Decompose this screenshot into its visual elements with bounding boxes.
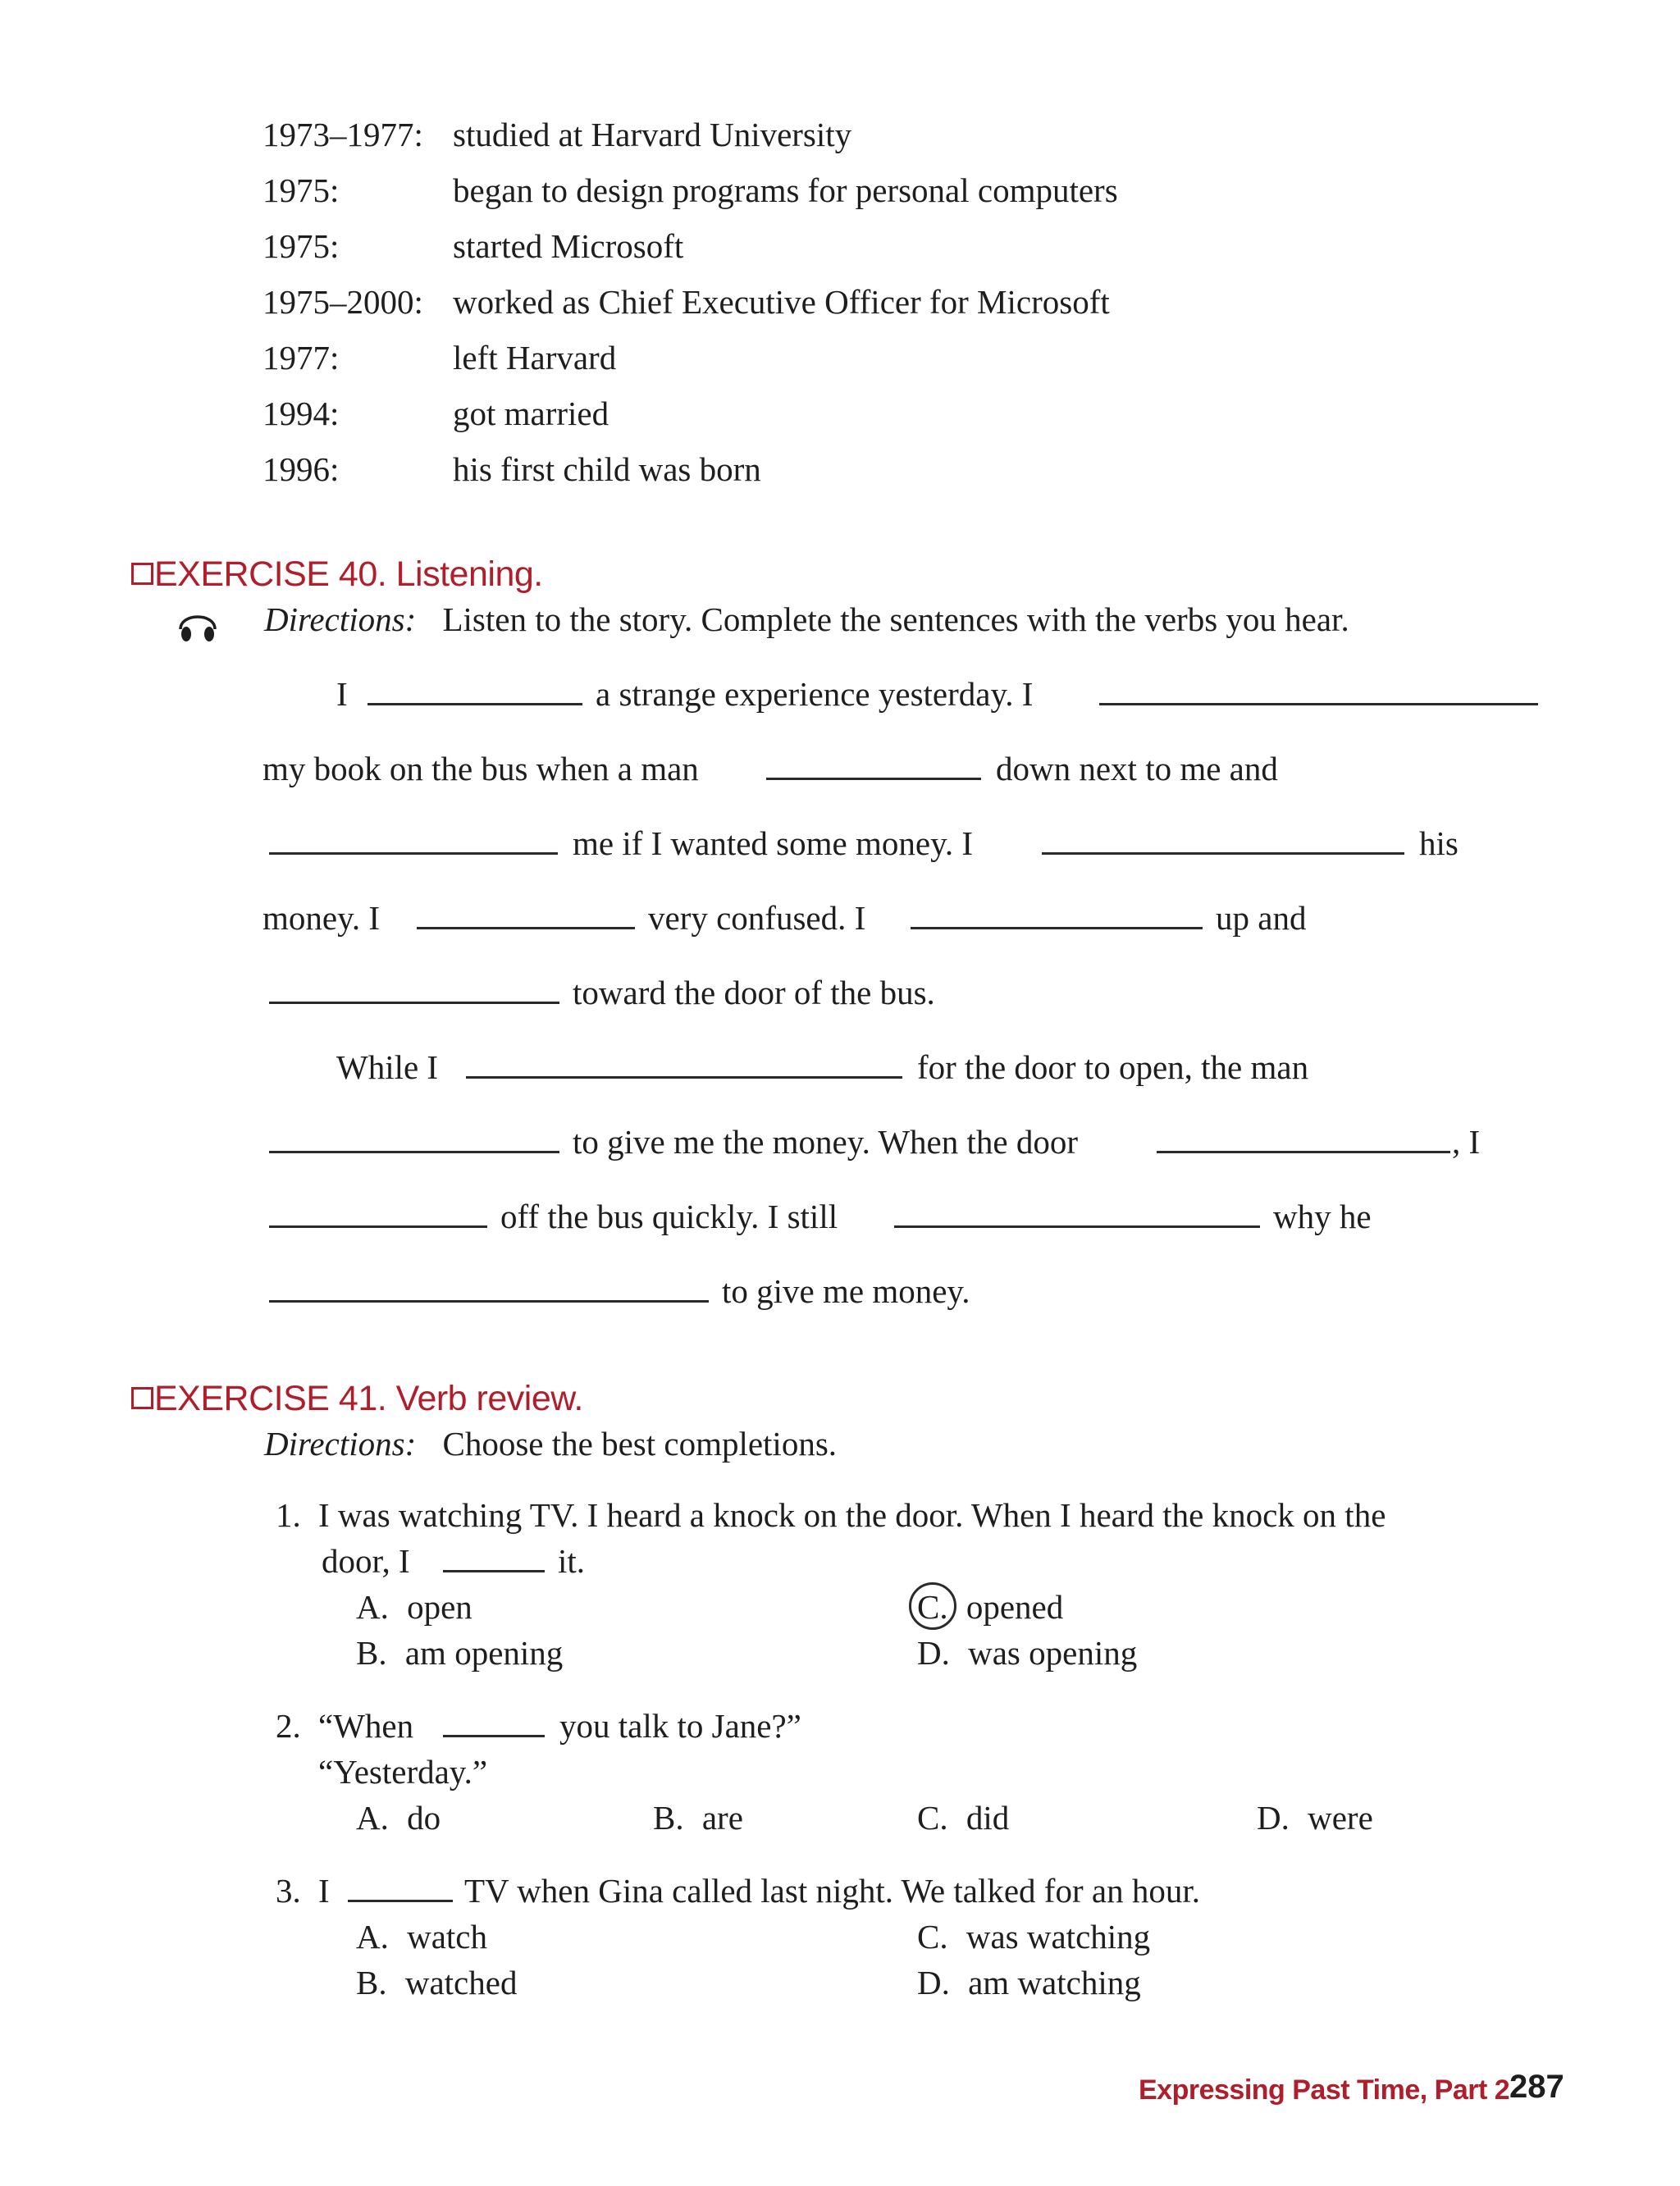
answer-blank[interactable] <box>269 1300 709 1303</box>
choice-letter: D. <box>1257 1799 1290 1837</box>
answer-blank[interactable] <box>368 703 582 705</box>
choice-letter: B. <box>356 1964 387 2001</box>
answer-blank[interactable] <box>894 1225 1260 1228</box>
choice-letter: B. <box>653 1799 684 1837</box>
timeline-event: worked as Chief Executive Officer for Microsoft <box>453 283 1110 321</box>
choice-c[interactable] <box>917 1797 1009 1838</box>
choice-letter: A. <box>356 1799 389 1837</box>
answer-blank[interactable] <box>1042 852 1404 855</box>
choice-text: are <box>701 1799 743 1837</box>
story-text: I <box>336 675 348 713</box>
question-number: 3. <box>276 1872 301 1910</box>
answer-blank[interactable] <box>1099 703 1538 705</box>
choice-d[interactable] <box>917 1632 1137 1673</box>
timeline-year: 1977: <box>262 339 340 377</box>
choice-d[interactable] <box>917 1962 1141 2003</box>
directions <box>264 1423 837 1464</box>
question-number: 1. <box>276 1496 301 1534</box>
story-text: a strange experience yesterday. I <box>596 675 1034 713</box>
answer-blank[interactable] <box>466 1076 902 1079</box>
answer-blank[interactable] <box>269 1151 559 1153</box>
chapter-title: Expressing Past Time, Part 2 <box>1139 2074 1510 2106</box>
timeline-year: 1975: <box>262 227 340 265</box>
choice-text: watch <box>407 1918 488 1956</box>
story-text: his <box>1419 824 1459 862</box>
answer-blank[interactable] <box>269 1002 559 1004</box>
choice-text: do <box>407 1799 441 1837</box>
choice-letter: B. <box>356 1634 387 1672</box>
story-text: up and <box>1216 899 1307 937</box>
story-text: down next to me and <box>996 750 1278 787</box>
question-text: “Yesterday.” <box>318 1753 488 1791</box>
story-text: my book on the bus when a man <box>262 750 699 787</box>
exercise-number: EXERCISE 40. <box>154 554 387 594</box>
exercise-heading <box>131 1377 583 1420</box>
timeline-event: studied at Harvard University <box>453 116 852 153</box>
timeline-event: started Microsoft <box>453 227 684 265</box>
choice-letter: C. <box>917 1799 948 1837</box>
choice-a[interactable] <box>356 1916 487 1957</box>
question-text: TV when Gina called last night. We talked for an hour. <box>464 1872 1200 1910</box>
question-text: it. <box>558 1542 586 1580</box>
story-text: off the bus quickly. I still <box>500 1198 838 1235</box>
exercise-title: Listening. <box>395 554 543 594</box>
timeline-year: 1975–2000: <box>262 283 423 321</box>
answer-blank[interactable] <box>1157 1151 1450 1153</box>
exercise-number: EXERCISE 41. <box>154 1379 387 1418</box>
timeline-event: his first child was born <box>453 450 761 488</box>
story-text: toward the door of the bus. <box>573 974 935 1011</box>
choice-text: was watching <box>966 1918 1151 1956</box>
choice-text: opened <box>966 1588 1064 1626</box>
question-text: I was watching TV. I heard a knock on the door. When I heard the knock on the <box>318 1496 1386 1534</box>
choice-c[interactable] <box>917 1586 1063 1627</box>
choice-text: open <box>407 1588 472 1626</box>
question-text: “When <box>318 1707 414 1745</box>
choice-text: did <box>966 1799 1010 1837</box>
answer-blank[interactable] <box>417 927 635 929</box>
directions-text: Listen to the story. Complete the sentences with the verbs you hear. <box>442 600 1349 638</box>
answer-blank[interactable] <box>911 927 1203 929</box>
choice-a[interactable] <box>356 1797 441 1838</box>
choice-text: am opening <box>404 1634 564 1672</box>
story-text: me if I wanted some money. I <box>573 824 974 862</box>
choice-b[interactable] <box>356 1632 563 1673</box>
choice-c[interactable] <box>917 1916 1150 1957</box>
choice-text: was opening <box>968 1634 1138 1672</box>
timeline-event: got married <box>453 395 609 432</box>
question-text: you talk to Jane?” <box>559 1707 801 1745</box>
page-number: 287 <box>1509 2069 1564 2105</box>
story-text: to give me the money. When the door <box>573 1123 1078 1161</box>
choice-text: were <box>1308 1799 1373 1837</box>
question-number: 2. <box>276 1707 301 1745</box>
story-text: for the door to open, the man <box>917 1048 1309 1086</box>
answer-blank[interactable] <box>269 852 558 855</box>
choice-a[interactable] <box>356 1586 472 1627</box>
story-text: very confused. I <box>648 899 866 937</box>
answer-blank[interactable] <box>443 1570 545 1572</box>
directions-label: Directions: <box>264 1425 417 1463</box>
answer-blank[interactable] <box>269 1225 487 1228</box>
answer-blank[interactable] <box>443 1735 545 1737</box>
choice-b[interactable] <box>653 1797 743 1838</box>
answer-blank[interactable] <box>766 778 981 780</box>
choice-d[interactable] <box>1257 1797 1373 1838</box>
choice-text: watched <box>404 1964 518 2001</box>
exercise-title: Verb review. <box>395 1379 583 1418</box>
choice-text: am watching <box>968 1964 1141 2001</box>
question-text: I <box>318 1872 330 1910</box>
timeline-event: began to design programs for personal computers <box>453 171 1118 209</box>
story-text: , I <box>1452 1123 1481 1161</box>
story-text: why he <box>1273 1198 1372 1235</box>
choice-letter: A. <box>356 1588 389 1626</box>
story-text: money. I <box>262 899 381 937</box>
choice-letter: C. <box>917 1918 948 1956</box>
choice-letter: A. <box>356 1918 389 1956</box>
directions <box>264 599 1349 640</box>
timeline-year: 1994: <box>262 395 340 432</box>
exercise-heading <box>131 553 543 596</box>
choice-b[interactable] <box>356 1962 517 2003</box>
choice-letter: C. <box>917 1588 948 1626</box>
question-text: door, I <box>322 1542 410 1580</box>
answer-blank[interactable] <box>348 1900 453 1902</box>
timeline-year: 1973–1977: <box>262 116 423 153</box>
timeline-event: left Harvard <box>453 339 617 377</box>
timeline-year: 1996: <box>262 450 340 488</box>
choice-letter: D. <box>917 1634 950 1672</box>
directions-label: Directions: <box>264 600 417 638</box>
directions-text: Choose the best completions. <box>442 1425 838 1463</box>
story-text: While I <box>336 1048 439 1086</box>
story-text: to give me money. <box>722 1272 970 1310</box>
headphones-icon <box>174 601 221 649</box>
timeline-year: 1975: <box>262 171 340 209</box>
choice-letter: D. <box>917 1964 950 2001</box>
